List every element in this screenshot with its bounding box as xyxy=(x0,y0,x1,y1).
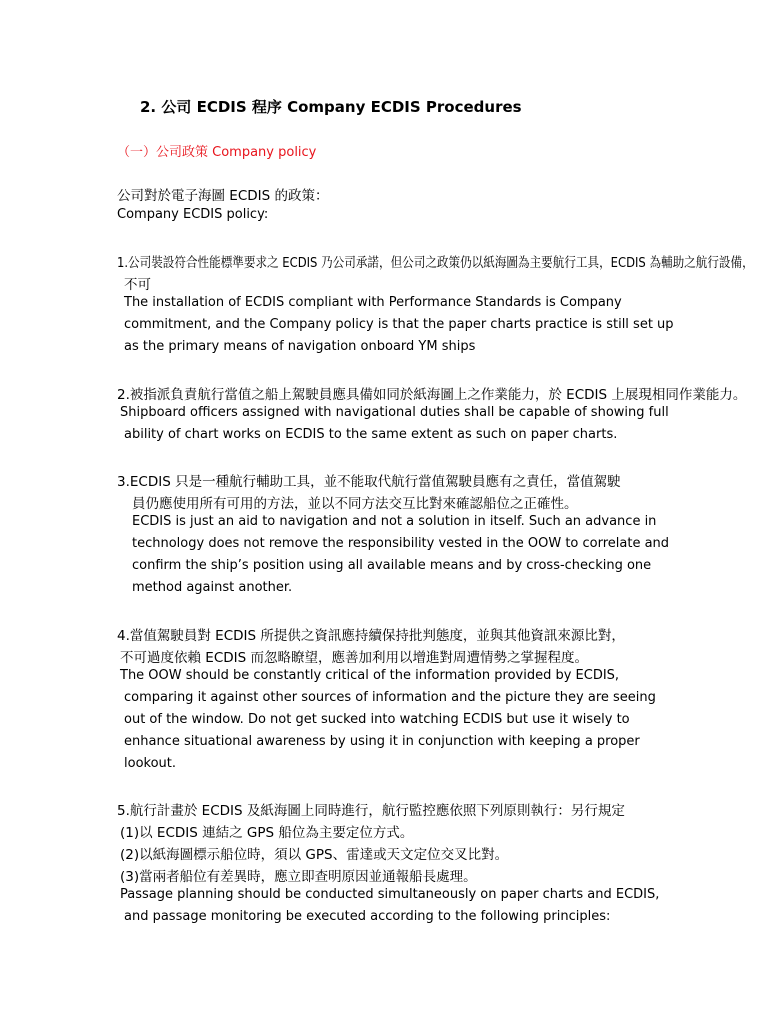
item-zh-line: 3.ECDIS 只是一種航行輔助工具，並不能取代航行當值駕駛員應有之責任，當值駕駛 xyxy=(117,474,621,490)
item-en-line: and passage monitoring be executed according to the following principles: xyxy=(124,909,611,924)
item-zh-line: 2.被指派負責航行當值之船上駕駛員應具備如同於紙海圖上之作業能力，於 ECDIS 上展現相同作業能力。 xyxy=(117,387,747,403)
item-en-line: confirm the ship’s position using all available means and by cross-checking one xyxy=(132,558,652,573)
item-zh-line: 5.航行計畫於 ECDIS 及紙海圖上同時進行，航行監控應依照下列原則執行：另行規定 xyxy=(117,803,625,819)
item-en-line: as the primary means of navigation onboard YM ships xyxy=(124,339,476,354)
item-en-line: ability of chart works on ECDIS to the same extent as such on paper charts. xyxy=(124,427,618,442)
item-zh-line: 員仍應使用所有可用的方法，並以不同方法交互比對來確認船位之正確性。 xyxy=(132,496,578,512)
item-zh-line: (2)以紙海圖標示船位時，須以 GPS、雷達或天文定位交叉比對。 xyxy=(120,847,509,863)
item-en-line: Passage planning should be conducted simultaneously on paper charts and ECDIS, xyxy=(120,887,660,902)
item-zh-line: (1)以 ECDIS 連結之 GPS 船位為主要定位方式。 xyxy=(120,825,414,841)
item-en-line: commitment, and the Company policy is that the paper charts practice is still set up xyxy=(124,317,674,332)
item-zh-line: 4.當值駕駛員對 ECDIS 所提供之資訊應持續保持批判態度，並與其他資訊來源比對， xyxy=(117,628,625,644)
section-heading-company-policy: （一）公司政策 Company policy xyxy=(117,145,317,160)
page-title: 2. 公司 ECDIS 程序 Company ECDIS Procedures xyxy=(140,98,522,116)
item-en-line: enhance situational awareness by using it in conjunction with keeping a proper xyxy=(124,734,640,749)
item-en-line: method against another. xyxy=(132,580,293,595)
item-zh-line: (3)當兩者船位有差異時，應立即查明原因並通報船長處理。 xyxy=(120,869,477,885)
item-en-line: The OOW should be constantly critical of the information provided by ECDIS, xyxy=(120,668,620,683)
intro-en: Company ECDIS policy: xyxy=(117,207,269,222)
item-en-line: comparing it against other sources of information and the picture they are seeing xyxy=(124,690,656,705)
item-en-line: lookout. xyxy=(124,756,177,771)
item-zh-line: 1.公司裝設符合性能標準要求之 ECDIS 乃公司承諾，但公司之政策仍以紙海圖為主要航行工具，ECDIS 為輔助之航行設備， xyxy=(117,255,754,271)
item-en-line: The installation of ECDIS compliant with Performance Standards is Company xyxy=(124,295,622,310)
item-en-line: technology does not remove the responsibility vested in the OOW to correlate and xyxy=(132,536,670,551)
item-en-line: ECDIS is just an aid to navigation and not a solution in itself. Such an advance in xyxy=(132,514,657,529)
item-en-line: out of the window. Do not get sucked into watching ECDIS but use it wisely to xyxy=(124,712,630,727)
intro-zh: 公司對於電子海圖 ECDIS 的政策： xyxy=(117,188,329,204)
item-zh-line: 不可過度依賴 ECDIS 而忽略瞭望，應善加利用以增進對周遭情勢之掌握程度。 xyxy=(120,650,588,666)
item-zh-line: 不可 xyxy=(124,277,151,293)
item-en-line: Shipboard officers assigned with navigational duties shall be capable of showing full xyxy=(120,405,669,420)
